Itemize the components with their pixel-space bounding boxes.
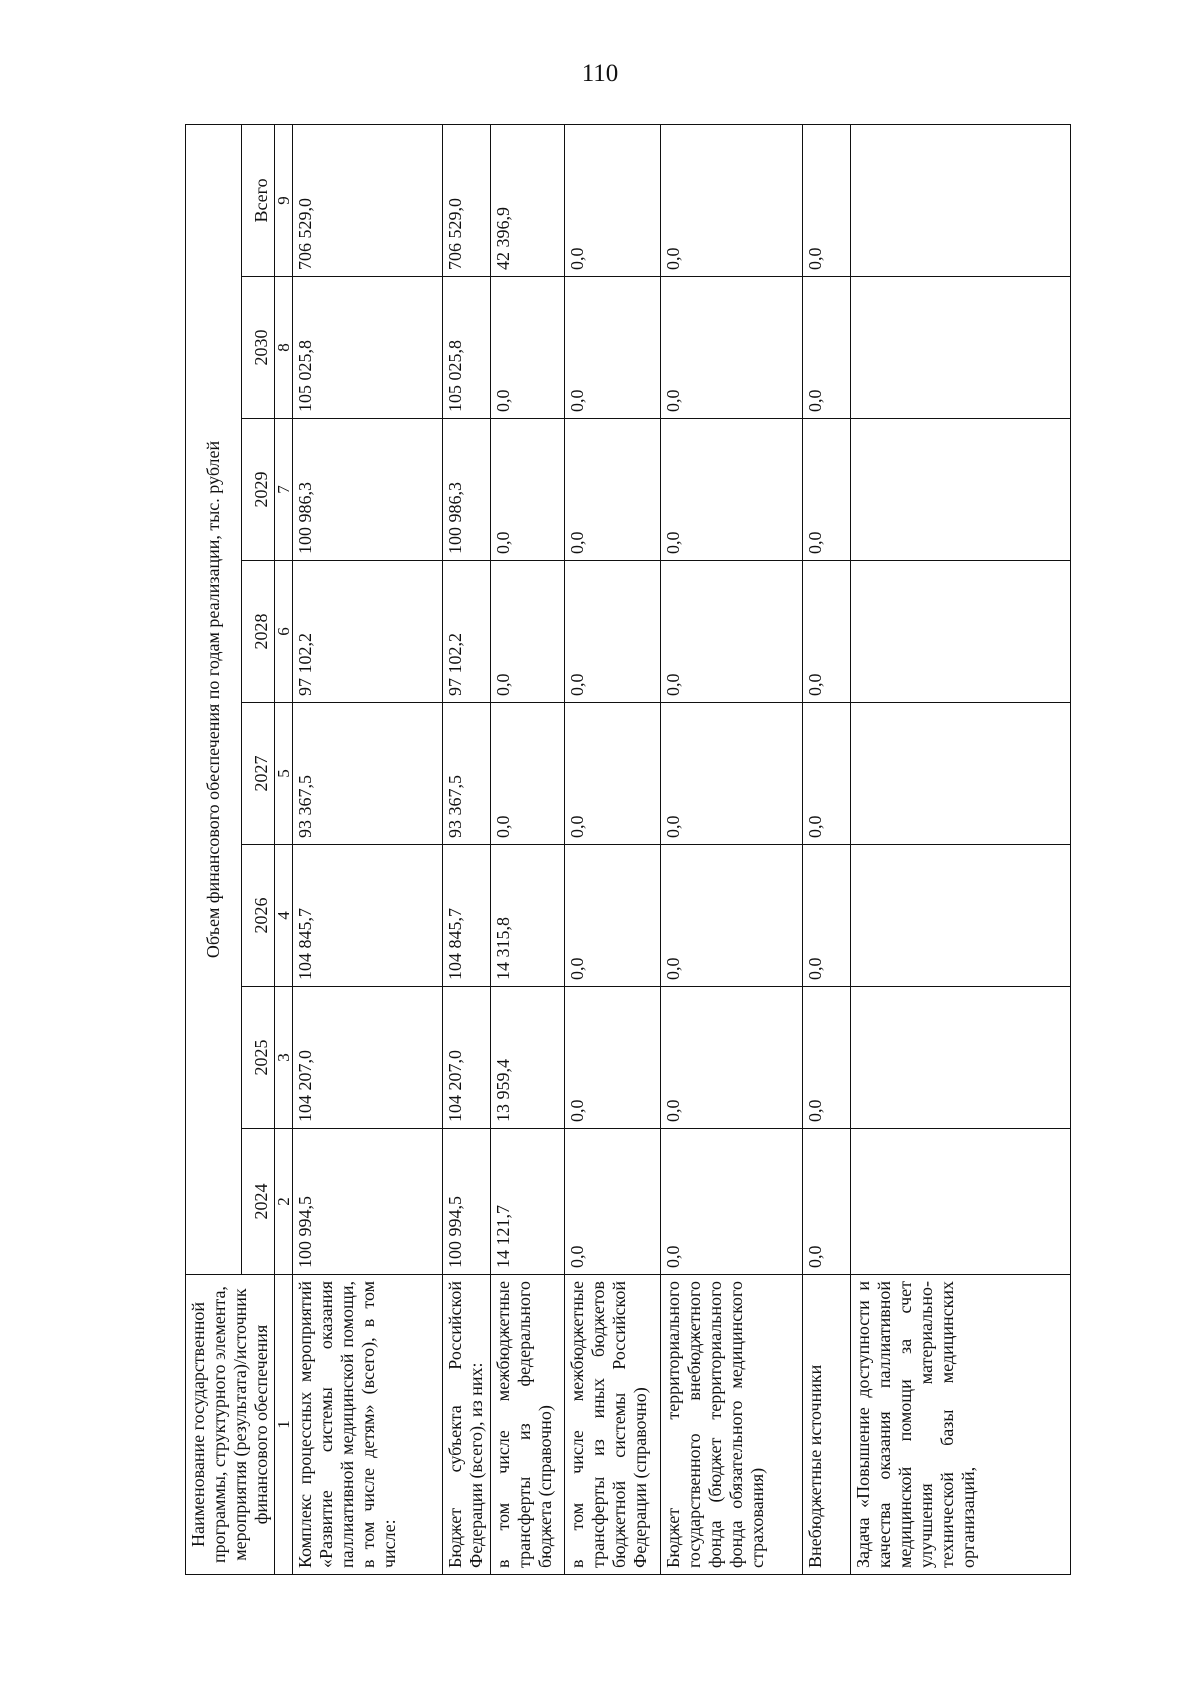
column-number: 8 (275, 277, 293, 419)
cell-value: 14 315,8 (491, 845, 565, 987)
cell-value: 0,0 (565, 419, 661, 561)
cell-value: 706 529,0 (443, 124, 491, 276)
cell-value (851, 277, 1071, 419)
cell-value: 104 207,0 (293, 987, 443, 1129)
cell-value: 0,0 (565, 1129, 661, 1275)
column-number: 3 (275, 987, 293, 1129)
year-header-2025: 2025 (242, 987, 275, 1129)
cell-value: 0,0 (661, 987, 803, 1129)
column-number: 2 (275, 1129, 293, 1275)
year-header-total: Всего (242, 124, 275, 276)
column-number: 4 (275, 845, 293, 987)
cell-value: 0,0 (565, 561, 661, 703)
cell-value: 0,0 (491, 419, 565, 561)
cell-value: 97 102,2 (443, 561, 491, 703)
cell-value: 0,0 (803, 277, 851, 419)
cell-value (851, 987, 1071, 1129)
cell-value: 0,0 (803, 845, 851, 987)
cell-value: 706 529,0 (293, 124, 443, 276)
column-number: 5 (275, 703, 293, 845)
cell-value: 100 994,5 (293, 1129, 443, 1275)
cell-value (851, 1129, 1071, 1275)
cell-value: 105 025,8 (293, 277, 443, 419)
table-row-non-budget-sources (803, 124, 851, 1574)
cell-value: 0,0 (661, 845, 803, 987)
table-row-task (851, 124, 1071, 1574)
cell-value: 104 845,7 (293, 845, 443, 987)
table-row-complex (293, 124, 443, 1574)
cell-value: 0,0 (565, 124, 661, 276)
year-header-2027: 2027 (242, 703, 275, 845)
cell-value: 0,0 (565, 845, 661, 987)
column-number-row (275, 124, 293, 1574)
row-label: Бюджет субъекта Российской Федерации (всего), из них: (443, 1275, 491, 1575)
cell-value: 0,0 (661, 1129, 803, 1275)
cell-value: 42 396,9 (491, 124, 565, 276)
rotated-table-container (185, 125, 1041, 1575)
financing-volume-header: Объем финансового обеспечения по годам реализации, тыс. рублей (186, 124, 242, 1274)
cell-value: 0,0 (565, 987, 661, 1129)
cell-value: 0,0 (491, 277, 565, 419)
cell-value: 93 367,5 (443, 703, 491, 845)
cell-value: 13 959,4 (491, 987, 565, 1129)
year-header-2028: 2028 (242, 561, 275, 703)
cell-value: 0,0 (661, 703, 803, 845)
financing-table (185, 124, 1071, 1575)
cell-value: 0,0 (803, 419, 851, 561)
cell-value: 0,0 (803, 703, 851, 845)
page-number: 110 (581, 60, 619, 87)
cell-value: 105 025,8 (443, 277, 491, 419)
cell-value: 0,0 (565, 703, 661, 845)
row-label: Задача «Повышение доступности и качества оказания паллиативной медицинской помощи за счет улучшения материально-технической базы медицинских организаций, (851, 1275, 1071, 1575)
year-header-2029: 2029 (242, 419, 275, 561)
table-row-regional-budget (443, 124, 491, 1574)
cell-value: 0,0 (661, 561, 803, 703)
cell-value (851, 703, 1071, 845)
cell-value: 0,0 (803, 124, 851, 276)
row-label: Бюджет территориального государственного внебюджетного фонда (бюджет территориального фонда обязательного медицинского страхования) (661, 1275, 803, 1575)
cell-value: 0,0 (565, 277, 661, 419)
year-header-2024: 2024 (242, 1129, 275, 1275)
cell-value (851, 845, 1071, 987)
cell-value: 0,0 (661, 277, 803, 419)
cell-value: 104 207,0 (443, 987, 491, 1129)
column-number: 7 (275, 419, 293, 561)
name-column-header: Наименование государственной программы, структурного элемента, мероприятия (результата)/источник финансового обеспечения (186, 1275, 275, 1575)
table-row-other-transfers (565, 124, 661, 1574)
cell-value: 0,0 (803, 561, 851, 703)
column-number: 6 (275, 561, 293, 703)
cell-value: 100 994,5 (443, 1129, 491, 1275)
cell-value: 104 845,7 (443, 845, 491, 987)
cell-value (851, 124, 1071, 276)
column-number: 1 (275, 1275, 293, 1575)
header-row-group (186, 124, 242, 1574)
cell-value: 100 986,3 (443, 419, 491, 561)
column-number: 9 (275, 124, 293, 276)
cell-value: 0,0 (803, 987, 851, 1129)
row-label: Внебюджетные источники (803, 1275, 851, 1575)
cell-value: 0,0 (491, 561, 565, 703)
row-label: в том числе межбюджетные трансферты из иных бюджетов бюджетной системы Российской Федерации (справочно) (565, 1275, 661, 1575)
cell-value (851, 561, 1071, 703)
year-header-2026: 2026 (242, 845, 275, 987)
cell-value: 0,0 (661, 124, 803, 276)
cell-value: 0,0 (661, 419, 803, 561)
table-row-extrabudgetary-fund (661, 124, 803, 1574)
cell-value: 100 986,3 (293, 419, 443, 561)
year-header-2030: 2030 (242, 277, 275, 419)
cell-value: 97 102,2 (293, 561, 443, 703)
cell-value: 0,0 (491, 703, 565, 845)
row-label: Комплекс процессных мероприятий «Развитие системы оказания паллиативной медицинской помощи, в том числе детям» (всего), в том числе: (293, 1275, 443, 1575)
cell-value: 14 121,7 (491, 1129, 565, 1275)
row-label: в том числе межбюджетные трансферты из федерального бюджета (справочно) (491, 1275, 565, 1575)
cell-value: 93 367,5 (293, 703, 443, 845)
table-row-federal-transfers (491, 124, 565, 1574)
cell-value: 0,0 (803, 1129, 851, 1275)
cell-value (851, 419, 1071, 561)
